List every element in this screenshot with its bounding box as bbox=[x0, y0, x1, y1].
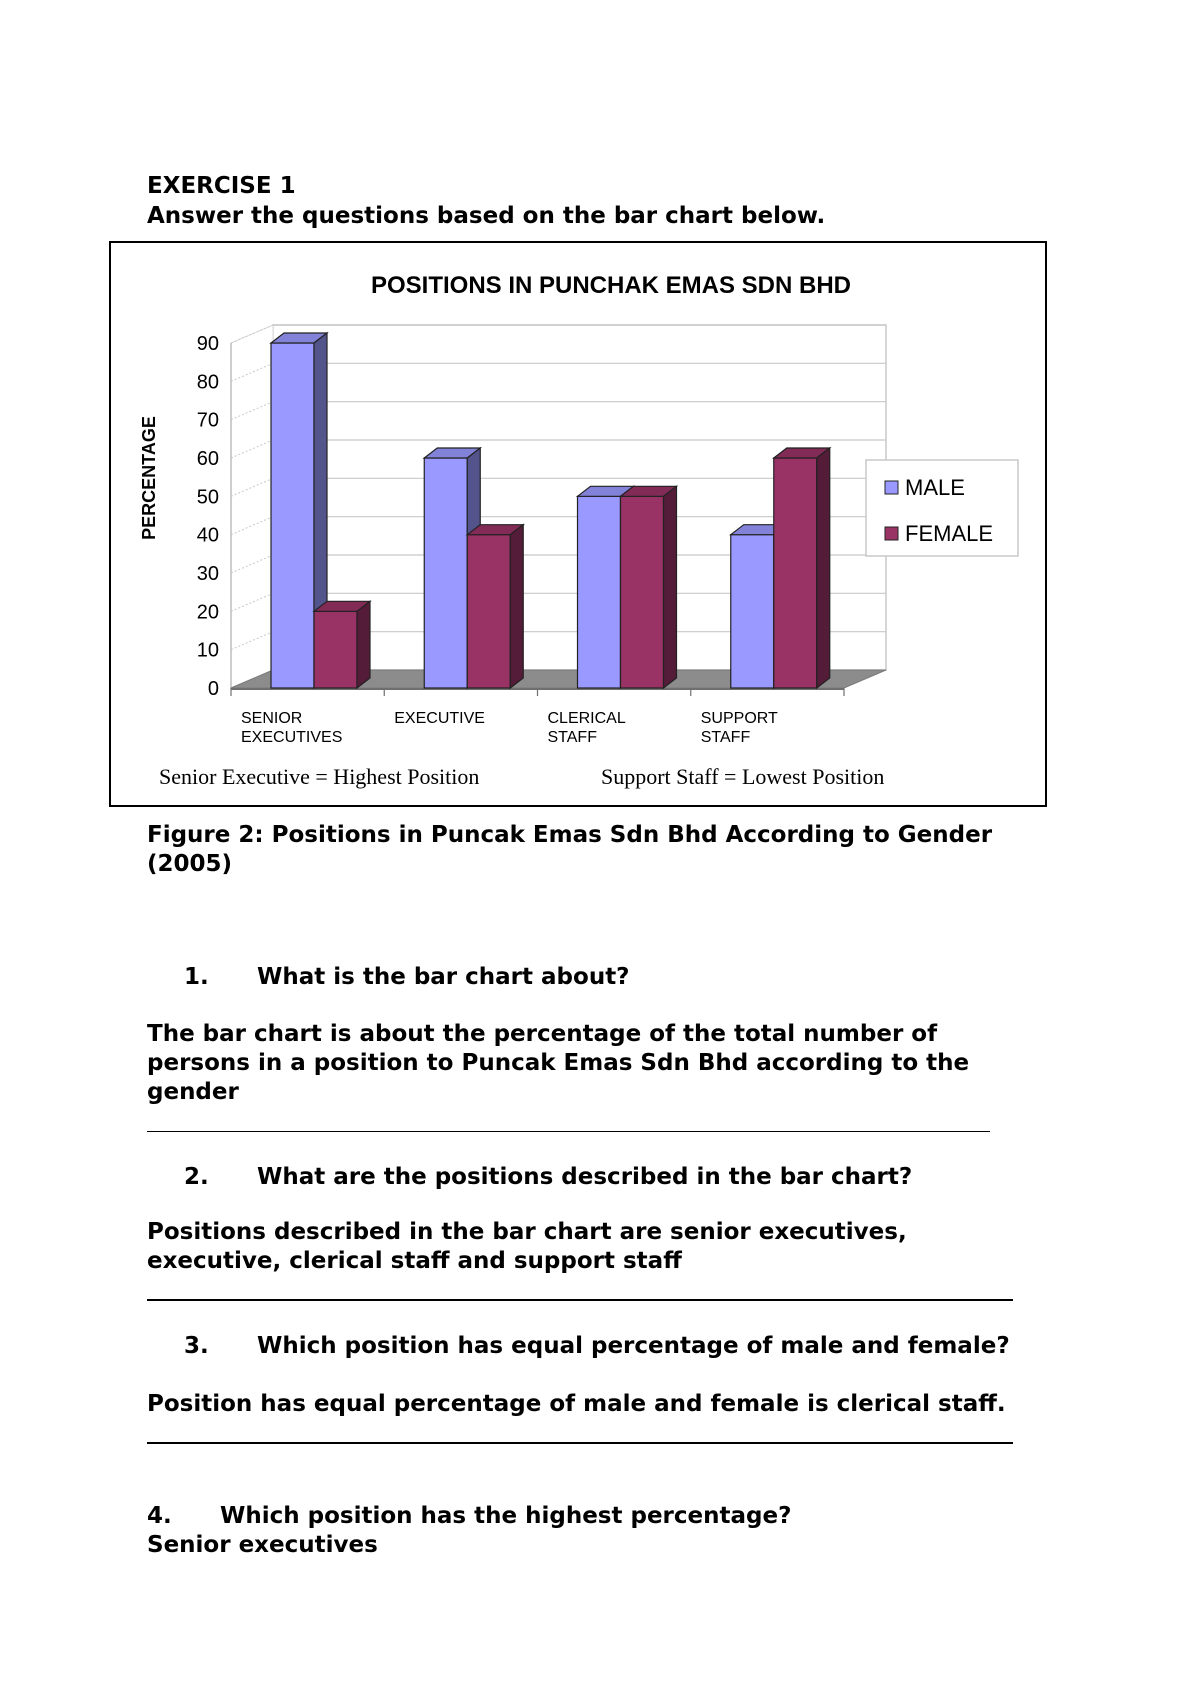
x-category-label-3-0: SUPPORT bbox=[700, 710, 778, 727]
question-4-number: 4. bbox=[147, 1503, 172, 1529]
y-tick-label-20: 20 bbox=[196, 601, 219, 624]
bar-male-2 bbox=[578, 496, 621, 688]
question-2-number: 2. bbox=[184, 1164, 209, 1190]
chart-note-0: Senior Executive = Highest Position bbox=[159, 764, 480, 789]
y-tick-label-40: 40 bbox=[196, 524, 219, 547]
legend-swatch-female bbox=[885, 527, 898, 540]
y-tick-label-30: 30 bbox=[196, 563, 219, 585]
legend-label-female: FEMALE bbox=[905, 521, 994, 546]
x-category-label-0-1: EXECUTIVES bbox=[241, 729, 343, 746]
y-tick-label-10: 10 bbox=[196, 639, 219, 662]
question-3-text: Which position has equal percentage of male and female? bbox=[257, 1333, 1010, 1359]
x-category-label-0-0: SENIOR bbox=[241, 710, 303, 727]
exercise-heading: EXERCISE 1 bbox=[147, 173, 296, 199]
y-tick-label-50: 50 bbox=[196, 486, 219, 509]
bar-male-1 bbox=[424, 458, 467, 688]
bar-female-1 bbox=[467, 535, 510, 688]
chart-note-1: Support Staff = Lowest Position bbox=[601, 764, 885, 789]
answer-line-1 bbox=[147, 1131, 990, 1132]
x-category-label-2-0: CLERICAL bbox=[547, 710, 626, 727]
bar-male-0 bbox=[271, 343, 314, 688]
bar-female-2 bbox=[621, 496, 664, 688]
y-tick-label-60: 60 bbox=[196, 448, 219, 470]
question-4-answer: Senior executives bbox=[147, 1532, 378, 1558]
answer-line-2 bbox=[147, 1299, 1013, 1301]
x-category-label-2-1: STAFF bbox=[547, 729, 597, 746]
question-1-number: 1. bbox=[184, 964, 209, 990]
question-1-answer: The bar chart is about the percentage of the total number of persons in a position to Puncak Emas Sdn Bhd according to the gender bbox=[147, 1021, 970, 1105]
x-category-label-1-0: EXECUTIVE bbox=[394, 710, 485, 727]
y-tick-label-0: 0 bbox=[207, 678, 219, 700]
question-2-answer: Positions described in the bar chart are senior executives, executive, clerical staff and support staff bbox=[147, 1219, 907, 1274]
y-axis-label: PERCENTAGE bbox=[139, 416, 159, 540]
y-tick-label-70: 70 bbox=[196, 409, 219, 432]
bar-side-female-1 bbox=[510, 525, 523, 688]
question-4-text: Which position has the highest percentage? bbox=[220, 1503, 792, 1529]
figure-caption: Figure 2: Positions in Puncak Emas Sdn Bhd According to Gender (2005) bbox=[147, 822, 993, 877]
question-3-answer: Position has equal percentage of male and female is clerical staff. bbox=[147, 1391, 1006, 1417]
chart-side-wall bbox=[231, 325, 273, 688]
instruction-text: Answer the questions based on the bar chart below. bbox=[147, 203, 826, 229]
y-tick-label-90: 90 bbox=[196, 333, 219, 355]
question-3-number: 3. bbox=[184, 1333, 209, 1359]
bar-side-female-3 bbox=[817, 448, 830, 688]
question-2-text: What are the positions described in the bar chart? bbox=[257, 1164, 913, 1190]
y-tick-label-80: 80 bbox=[196, 371, 219, 394]
bar-female-3 bbox=[774, 458, 817, 688]
bar-side-female-0 bbox=[357, 601, 370, 688]
bar-female-0 bbox=[314, 611, 357, 688]
bar-chart bbox=[111, 243, 1045, 805]
legend-swatch-male bbox=[885, 481, 898, 494]
chart-frame bbox=[109, 241, 1047, 807]
chart-title: POSITIONS IN PUNCHAK EMAS SDN BHD bbox=[370, 272, 852, 299]
x-category-label-3-1: STAFF bbox=[700, 729, 751, 746]
question-1-text: What is the bar chart about? bbox=[257, 964, 630, 990]
legend-label-male: MALE bbox=[905, 475, 965, 500]
bar-side-female-2 bbox=[664, 486, 677, 688]
bar-male-3 bbox=[731, 535, 774, 688]
answer-line-3 bbox=[147, 1442, 1013, 1444]
